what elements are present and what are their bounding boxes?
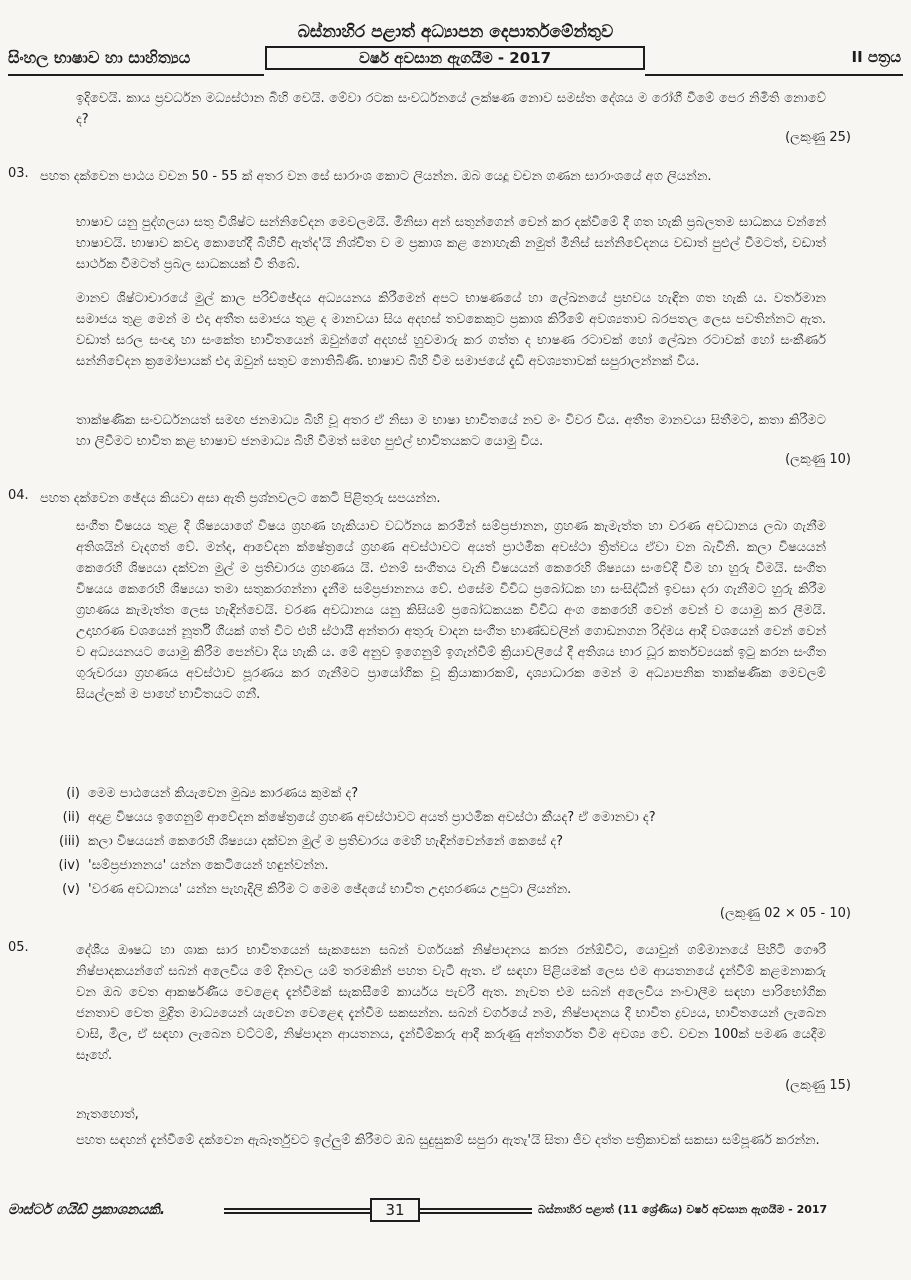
q04-question-v [38,882,818,897]
header-rule-left [8,74,264,76]
question-number: (v) [62,882,80,897]
q04-number: 04. [8,488,29,503]
q03-marks: (ලකුණු 10) [785,452,851,467]
q04-marks: (ලකුණු 02 × 05 - 10) [719,906,851,921]
footer-exam-label: බස්නාහිර පළාත් (11 ශ්‍රේණිය) වර්ෂ අවසාන ඇගයීම - 2017 [538,1203,828,1216]
question-text: මෙම පාඨයෙන් කියැවෙන මුඛ්‍ය කාරණය කුමක් ද? [88,786,359,801]
q03-number: 03. [8,166,29,181]
q03-para-1: භාෂාව යනු පුද්ගලයා සතු විශිෂ්ට සන්නිවේදන මෙවලමයි. මිනිසා අන් සතුන්ගෙන් වෙන් කර දක්විමේ දී ගත හැකි ප්‍රබලතම සාධකය වන්නේ භාෂාවයි. භාෂාව කවදා කොහේදී බිහිවී ඇත්ද'යි නිශ්චිත ව ම ප්‍රකාශ කළ නොහැකි නමුත් මිනිස් සන්නිවේදනය වඩාත් පුළුල් වීමටත්, වඩාත් සාර්ථක වීමටත් ප්‍රබල සාධකයක් වී තිබේ. [76,215,826,272]
question-number: (ii) [62,810,80,825]
question-text: 'වරණ අවධානය' යන්න පැහැදිලි කිරීම ට මෙම ඡේදයේ භාවිත උදාහරණය උපුටා ලියන්න. [88,882,572,897]
subject-title: සිංහල භාෂාව හා සාහිත්‍යය [8,48,191,67]
q04-instruction: පහත දක්වෙන ඡේදය කියවා අසා ඇති ප්‍රශ්නවලට කෙටි පිළිතුරු සපයන්න. [40,491,441,506]
department-title: බස්නාහිර පළාත් අධ්‍යාපන දෙපාර්තමේන්තුව [297,22,614,42]
q04-question-ii [38,810,818,825]
q04-question-iii [38,834,818,849]
q05-number: 05. [8,940,29,955]
paper-label: II පත්‍රය [851,48,901,66]
page-number: 31 [370,1198,420,1222]
header-row [0,48,911,72]
q05-text: දේශීය ඖෂධ හා ශාක සාර භාවිතයෙන් සැකසෙන සබන් වර්ගයක් නිෂ්පාදනය කරන රන්ඕවිට, යොවුන් ගම්මානයේ පිහිටි ගෞරී නිෂ්පාදකයන්ගේ සබන් අලෙවිය මේ දිනවල යම් තරමකින් පහත වැටී ඇත. ඒ සඳහා පිළියමක් ලෙස එම ආයතනයේ දැන්වීම් කළමනාකරු වන ඔබ වෙත ආකර්ෂණීය වෙළෙඳ දැන්වීමක් සැකසීමේ කාර්යය පැවරී ඇත. නැවත එම සබන් අලෙවිය නංවාලීම සඳහා පාරිභෝගික ජනතාව වෙත මුද්‍රිත මාධ්‍යයෙන් යැවෙන වෙළෙඳ දැන්වීම සකසන්න. සබන් වර්ගයේ නම, නිෂ්පාදනය දී භාවිත ද්‍රව්‍යය, භාවිතයෙන් ලැබෙන වාසි, මිල, ඒ සඳහා ලැබෙන වට්ටම්, නිෂ්පාදන ආයතනය, දැන්වීම්කරු ආදී කරුණු අන්තර්ගත වීම අවශ්‍ය වේ. වචන 100ක් පමණ යෙදීම සෑහේ. [76,943,826,1063]
question-text: කලා විෂයයන් කෙරෙහි ශිෂ්‍යයා දක්වන මුල් ම ප්‍රතිචාරය මෙහි හැඳින්වෙන්නේ කෙසේ ද? [88,834,564,849]
intro-text: ඉදිවෙයි. කාය ප්‍රවර්ධන මධ්‍යස්ථාන බිහි වෙයි. මේවා රටක සංවර්ධනයේ ලක්ෂණ නොව සමස්ත දේශය ම රෝගී වීමේ පෙර නිමිති නොවේ ද? [76,91,826,127]
footer-rule-left [224,1208,370,1214]
q03-instruction: පහත දක්වෙන පාඨය වචන 50 - 55 ක් අතර වන සේ සාරාංශ කොට ලියන්න. ඔබ යෙදූ වචන ගණන සාරාංශයේ අග ලියන්න. [40,169,712,184]
q05-or: නැතහොත්, [76,1107,139,1122]
header-rule-right [645,74,903,76]
question-number: (iii) [59,834,80,849]
question-text: 'සම්ප්‍රජානනය' යන්න කෙටියෙන් හඳුන්වන්න. [88,858,329,873]
q03-para-2: මානව ශිෂ්ටාචාරයේ මුල් කාල පරිච්ඡේදය අධ්‍යයනය කිරීමෙන් අපට භාෂණයේ හා ලේඛනයේ ප්‍රභවය හැඳින ගත හැකි ය. වර්තමාන සමාජය තුළ මෙන් ම එදා අතීත සමාජය තුළ ද මානවයා සිය අදහස් තවකෙකුට ප්‍රකාශ කිරීමේ අවශ්‍යතාව බරපතල ලෙස පවතින්නට ඇත. වඩාත් සරල සංඥා හා සංකේත භාවිතයෙන් ඔවුන්ගේ අදහස් හුවමාරු කර ගත්ත ද භාෂණ රටාවක් හෝ ලේඛන රටාවක් හෝ සංකීර්ණ සන්නිවේදන ක්‍රමෝපායක් එදා ඔවුන් සතුව නොතිබිණි. භාෂාව බිහි වීම සමාජයේ දැඩි අවශ්‍යතාවක් සපුරාලන්නක් විය. [76,291,826,369]
footer-rule-right [420,1208,532,1214]
question-text: අදාළ විෂයය ඉගෙනුම් ආවේදන ක්ෂේත්‍රයේ ග්‍රහණ අවස්ථාවට අයත් ප්‍රාථමික අවස්ථා කීයද? ඒ මොනවා ද? [88,810,656,825]
exam-title: වර්ෂ අවසාන ඇගයීම - 2017 [265,46,645,70]
q04-question-i [38,786,818,801]
q05-alt: පහත සඳහන් දැන්වීමේ දක්වෙන ඇබෑර්තුවට ඉල්ලුම් කිරීමට ඔබ සුදුසුකම් සපුරා ඇතැ'යි සිතා ජීව දත්ත පත්‍රිකාවක් සකසා සම්පූර්ණ කරන්න. [76,1133,820,1148]
question-number: (i) [66,786,80,801]
page-footer [0,1200,911,1224]
publisher-label: මාස්ටර් ගයිඩ් ප්‍රකාශනයකි. [8,1202,166,1218]
q04-question-iv [38,858,818,873]
question-number: (iv) [58,858,80,873]
intro-marks: (ලකුණු 25) [785,130,851,145]
q03-para-3: තාක්ෂණික සංවර්ධනයත් සමඟ ජනමාධ්‍ය බිහි වූ අතර ඒ නිසා ම භාෂා භාවිතයේ නව මං විවර විය. අතීත මානවයා සිතීමට, කතා කිරීමට හා ලිවීමට භාවිත කළ භාෂාව ජනමාධ්‍ය බිහි වීමත් සමඟ පුළුල් භාවිතයකට යොමු විය. [76,413,826,449]
q05-marks: (ලකුණු 15) [785,1078,851,1093]
q04-passage: සංගීත විෂයය තුළ දී ශිෂ්‍යයාගේ විෂය ග්‍රහණ හැකියාව වර්ධනය කරමින් සම්ප්‍රජානන, ග්‍රහණ කැමැත්ත හා වරණ අවධානය ලබා ගැනීම අතිශයින් වැදගත් වේ. මන්ද, ආවේදන ක්ෂේත්‍රයේ ග්‍රහණ අවස්ථාවට අයත් ප්‍රාථමික අවස්ථා ත්‍රිත්වය ඒවා වන බැවිනි. කලා විෂයයන් කෙරෙහි ශිෂ්‍යයා දක්වන මුල් ම ප්‍රතිචාරය ග්‍රහණය යි. එනම් සංගීතය වැනි විෂයයන් කෙරෙහි ශිෂ්‍යයා සංවේදී වීම හා හුරු වීමයි. සංගීත විෂයය කෙරෙහි ශිෂ්‍යයා තමා සතුකරගන්නා දැනීම සම්ප්‍රජානනය වේ. එසේම විවිධ ප්‍රබෝධක හා සංසිද්ධීන් ඉවසා දරා ගැනීමට හුරු කිරීම ග්‍රහණය කැමැත්ත ලෙස හැඳින්වෙයි. වරණ අවධානය යනු කිසියම් ප්‍රබෝධකයක විවිධ අංග කෙරෙහි වෙන් වෙන් ව යොමු කර ලීමයි. උදාහරණ වශයෙන් නූර්ති ගීයක් ගත් විට එහි ස්ථායී අන්තරා අතුරු වාදන සංගීත භාණ්ඩවලින් ගොඩනගන රිද්මය ආදී වශයෙන් වෙන් වෙන් ව අධ්‍යයනයට යොමු කිරීම පෙන්වා දිය හැකි ය. මේ අනුව ඉගෙනුම් ඉගැන්වීම් ක්‍රියාවලියේ දී අතිශය භාර ධූර කර්තව්‍යයක් ඉටු කරන සංගීත ගුරුවරයා ග්‍රහණය අවස්ථාව පූරණය කර ගැනීමට ප්‍රායෝගික වූ ක්‍රියාකාරකම්, දෘශ්‍යාධාරක මෙන් ම අධ්‍යාපනික තාක්ෂණික මෙවලම් සියල්ලක් ම පාහේ භාවිතයට ගනී. [76,519,826,702]
